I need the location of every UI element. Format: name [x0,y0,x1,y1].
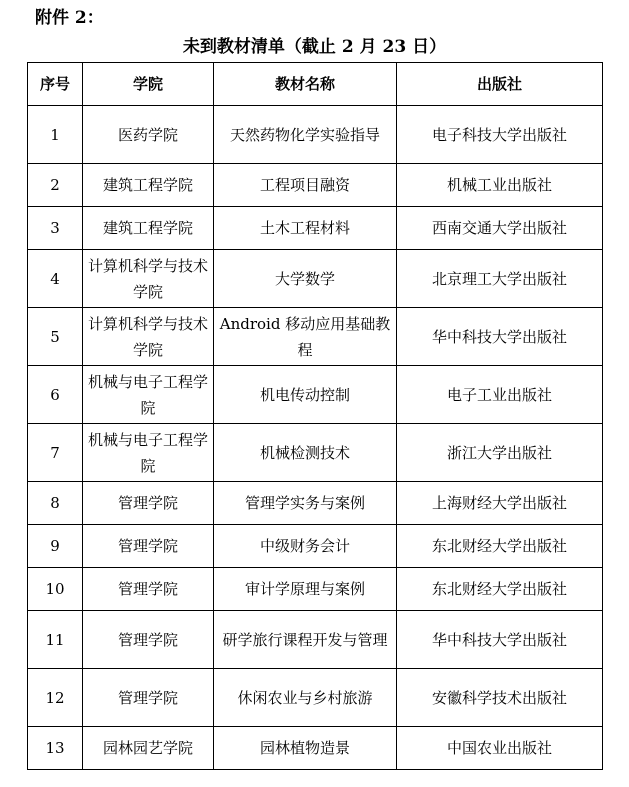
row-textbook: 休闲农业与乡村旅游 [214,669,397,727]
row-number: 1 [28,106,83,164]
table-row [28,482,603,525]
table-row [28,611,603,669]
row-publisher: 电子工业出版社 [397,366,603,424]
table-body [28,106,603,770]
row-textbook: 审计学原理与案例 [214,568,397,611]
header-college: 学院 [83,63,214,106]
row-college: 机械与电子工程学院 [83,366,214,424]
row-number: 6 [28,366,83,424]
row-textbook: Android 移动应用基础教程 [214,308,397,366]
row-number: 4 [28,250,83,308]
row-publisher: 电子科技大学出版社 [397,106,603,164]
table-row [28,366,603,424]
table-row [28,424,603,482]
row-number: 5 [28,308,83,366]
row-college: 医药学院 [83,106,214,164]
row-textbook: 管理学实务与案例 [214,482,397,525]
row-college: 园林园艺学院 [83,727,214,770]
table-row [28,164,603,207]
row-college: 机械与电子工程学院 [83,424,214,482]
table-row [28,727,603,770]
row-college: 管理学院 [83,525,214,568]
row-publisher: 安徽科学技术出版社 [397,669,603,727]
row-number: 10 [28,568,83,611]
table-row [28,669,603,727]
row-college: 管理学院 [83,482,214,525]
header-textbook: 教材名称 [214,63,397,106]
document-title: 未到教材清单（截止 2 月 23 日） [182,37,447,57]
header-row [28,63,603,106]
row-publisher: 东北财经大学出版社 [397,568,603,611]
row-college: 建筑工程学院 [83,164,214,207]
row-textbook: 天然药物化学实验指导 [214,106,397,164]
row-publisher: 东北财经大学出版社 [397,525,603,568]
row-college: 管理学院 [83,611,214,669]
row-college: 管理学院 [83,568,214,611]
table-row [28,568,603,611]
table-row [28,106,603,164]
row-publisher: 西南交通大学出版社 [397,207,603,250]
row-textbook: 土木工程材料 [214,207,397,250]
missing-textbook-table [27,62,603,770]
row-publisher: 上海财经大学出版社 [397,482,603,525]
row-number: 12 [28,669,83,727]
row-textbook: 工程项目融资 [214,164,397,207]
row-number: 13 [28,727,83,770]
row-publisher: 机械工业出版社 [397,164,603,207]
row-number: 7 [28,424,83,482]
table-row [28,207,603,250]
row-number: 2 [28,164,83,207]
row-textbook: 机械检测技术 [214,424,397,482]
row-textbook: 中级财务会计 [214,525,397,568]
table-row [28,308,603,366]
row-textbook: 大学数学 [214,250,397,308]
row-number: 9 [28,525,83,568]
row-publisher: 华中科技大学出版社 [397,308,603,366]
row-number: 11 [28,611,83,669]
attachment-label: 附件 2： [35,8,104,28]
row-textbook: 研学旅行课程开发与管理 [214,611,397,669]
row-publisher: 华中科技大学出版社 [397,611,603,669]
table-header [28,63,603,106]
table-row [28,525,603,568]
row-textbook: 机电传动控制 [214,366,397,424]
row-publisher: 中国农业出版社 [397,727,603,770]
row-number: 8 [28,482,83,525]
table-row [28,250,603,308]
row-college: 管理学院 [83,669,214,727]
header-number: 序号 [28,63,83,106]
header-publisher: 出版社 [397,63,603,106]
row-publisher: 浙江大学出版社 [397,424,603,482]
row-textbook: 园林植物造景 [214,727,397,770]
row-college: 计算机科学与技术学院 [83,308,214,366]
row-college: 建筑工程学院 [83,207,214,250]
row-publisher: 北京理工大学出版社 [397,250,603,308]
row-number: 3 [28,207,83,250]
row-college: 计算机科学与技术学院 [83,250,214,308]
